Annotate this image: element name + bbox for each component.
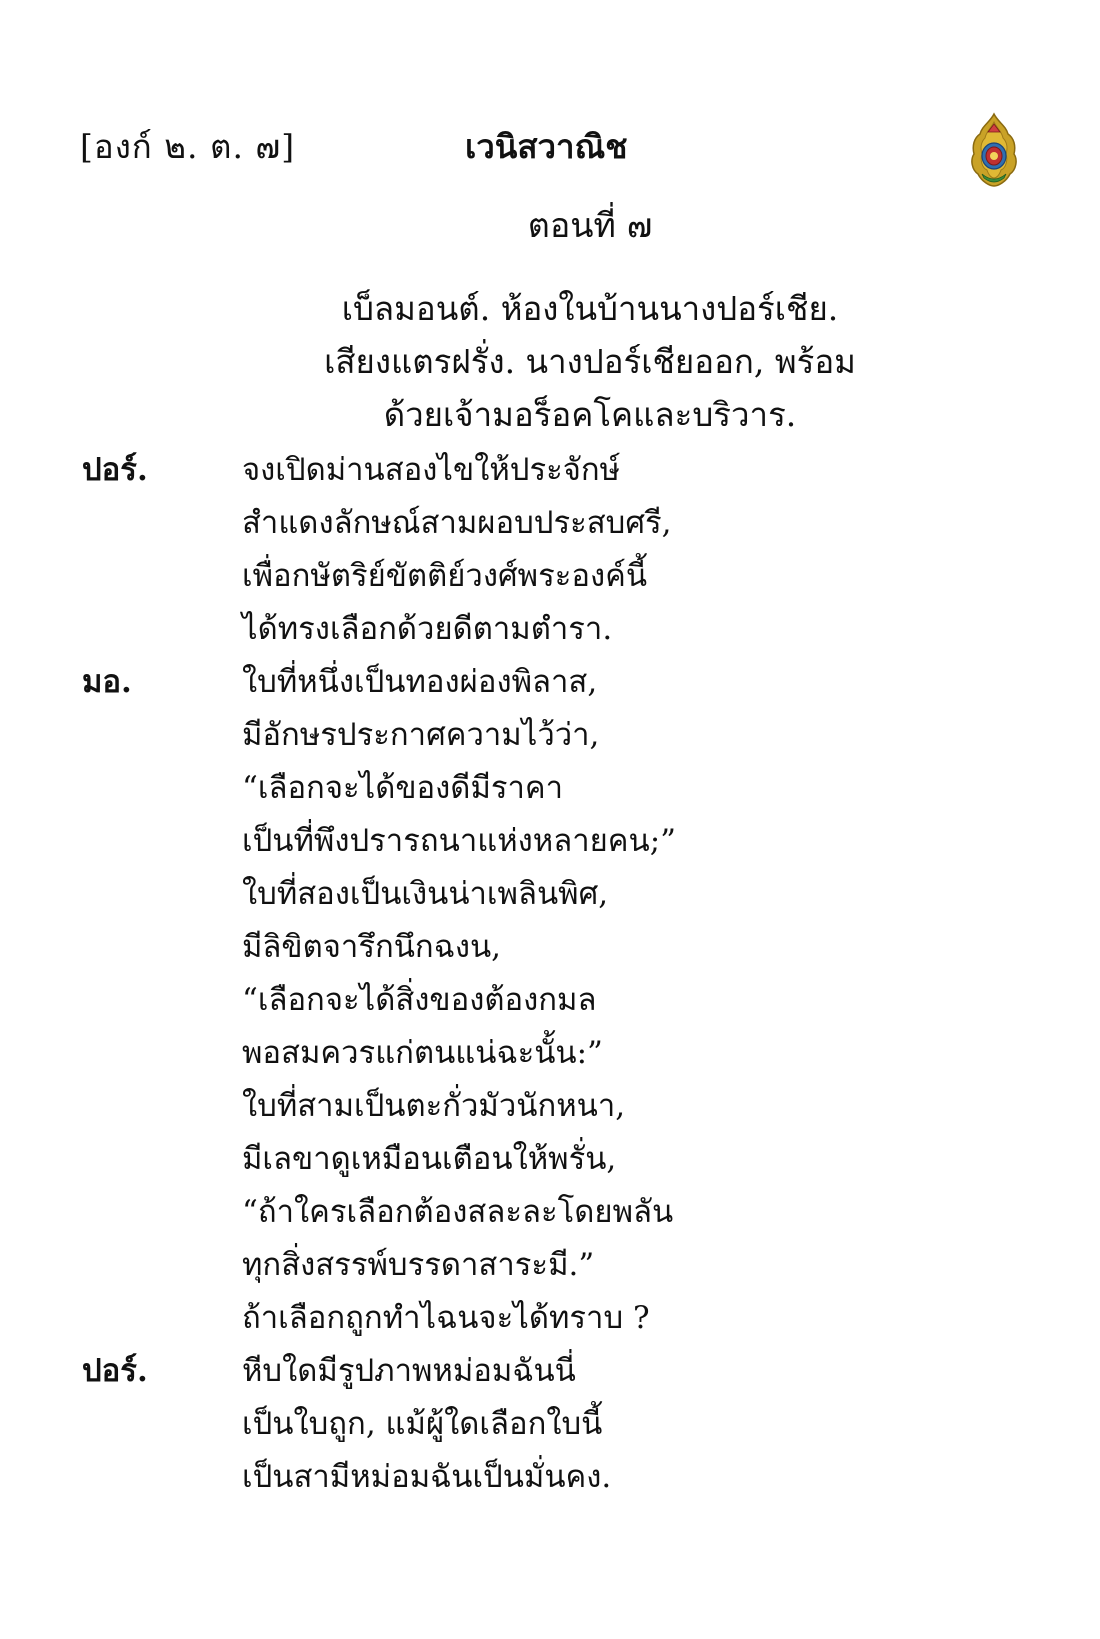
verse-text: มีลิขิตจารึกนึกฉงน,	[242, 929, 502, 965]
verse-text: เป็นที่พึงปรารถนาแห่งหลายคน;”	[242, 823, 676, 859]
verse-text: มีอักษรประกาศความไว้ว่า,	[242, 717, 600, 753]
speaker-label: ปอร์.	[82, 1353, 148, 1389]
dialogue-line	[82, 550, 1002, 603]
page-header	[80, 112, 1020, 172]
play-title: เวนิสวาณิช	[465, 127, 628, 166]
verse-text: พอสมควรแก่ตนแน่ฉะนั้น:”	[242, 1035, 603, 1071]
scene-title: ตอนที่ ๗	[527, 206, 653, 246]
dialogue-line	[82, 1292, 1002, 1345]
dialogue-line	[82, 1080, 1002, 1133]
verse-text: จงเปิดม่านสองไขให้ประจักษ์	[242, 452, 621, 488]
dialogue-line	[82, 974, 1002, 1027]
verse-text: เพื่อกษัตริย์ขัตติย์วงศ์พระองค์นี้	[242, 558, 648, 594]
verse-text: ใบที่สามเป็นตะกั่วมัวนักหนา,	[242, 1088, 626, 1124]
verse-text: เป็นสามีหม่อมฉันเป็นมั่นคง.	[242, 1459, 612, 1495]
verse-text: ถ้าเลือกถูกทำไฉนจะได้ทราบ ?	[242, 1300, 650, 1336]
verse-text: ใบที่หนึ่งเป็นทองผ่องพิลาส,	[242, 664, 598, 700]
dialogue-line	[82, 709, 1002, 762]
verse-text: ใบที่สองเป็นเงินน่าเพลินพิศ,	[242, 876, 609, 912]
dialogue-line	[82, 921, 1002, 974]
act-reference: [องก์ ๒. ต. ๗]	[80, 127, 296, 166]
dialogue-line	[82, 444, 1002, 497]
verse-text: ทุกสิ่งสรรพ์บรรดาสาระมี.”	[242, 1247, 595, 1283]
verse-text: ได้ทรงเลือกด้วยดีตามตำรา.	[242, 611, 613, 647]
stage-direction-line: เบ็ลมอนต์. ห้องในบ้านนางปอร์เชีย.	[341, 289, 839, 328]
dialogue-line	[82, 762, 1002, 815]
verse-text: สำแดงลักษณ์สามผอบประสบศรี,	[242, 505, 672, 541]
dialogue-line	[82, 1398, 1002, 1451]
dialogue-line	[82, 1345, 1002, 1398]
dialogue-line	[82, 1133, 1002, 1186]
stage-direction	[0, 282, 1100, 441]
dialogue-line	[82, 497, 1002, 550]
thai-royal-emblem-icon	[968, 112, 1020, 188]
stage-direction-line: เสียงแตรฝรั่ง. นางปอร์เชียออก, พร้อม	[324, 342, 856, 381]
dialogue-line	[82, 868, 1002, 921]
speaker-label: มอ.	[82, 664, 132, 700]
verse-text: เป็นใบถูก, แม้ผู้ใดเลือกใบนี้	[242, 1406, 603, 1442]
dialogue-line	[82, 1239, 1002, 1292]
verse-text: “เลือกจะได้ของดีมีราคา	[242, 770, 564, 806]
dialogue-line	[82, 603, 1002, 656]
dialogue-line	[82, 1027, 1002, 1080]
verse-text: “ถ้าใครเลือกต้องสละละโดยพลัน	[242, 1194, 674, 1230]
dialogue-line	[82, 815, 1002, 868]
verse-text: หีบใดมีรูปภาพหม่อมฉันนี่	[242, 1353, 576, 1389]
dialogue-block	[82, 444, 1002, 1504]
dialogue-line	[82, 1451, 1002, 1504]
verse-text: มีเลขาดูเหมือนเตือนให้พรั่น,	[242, 1141, 617, 1177]
speaker-label: ปอร์.	[82, 452, 148, 488]
stage-direction-line: ด้วยเจ้ามอร็อคโคและบริวาร.	[383, 395, 797, 434]
dialogue-line	[82, 1186, 1002, 1239]
dialogue-line	[82, 656, 1002, 709]
verse-text: “เลือกจะได้สิ่งของต้องกมล	[242, 982, 597, 1018]
